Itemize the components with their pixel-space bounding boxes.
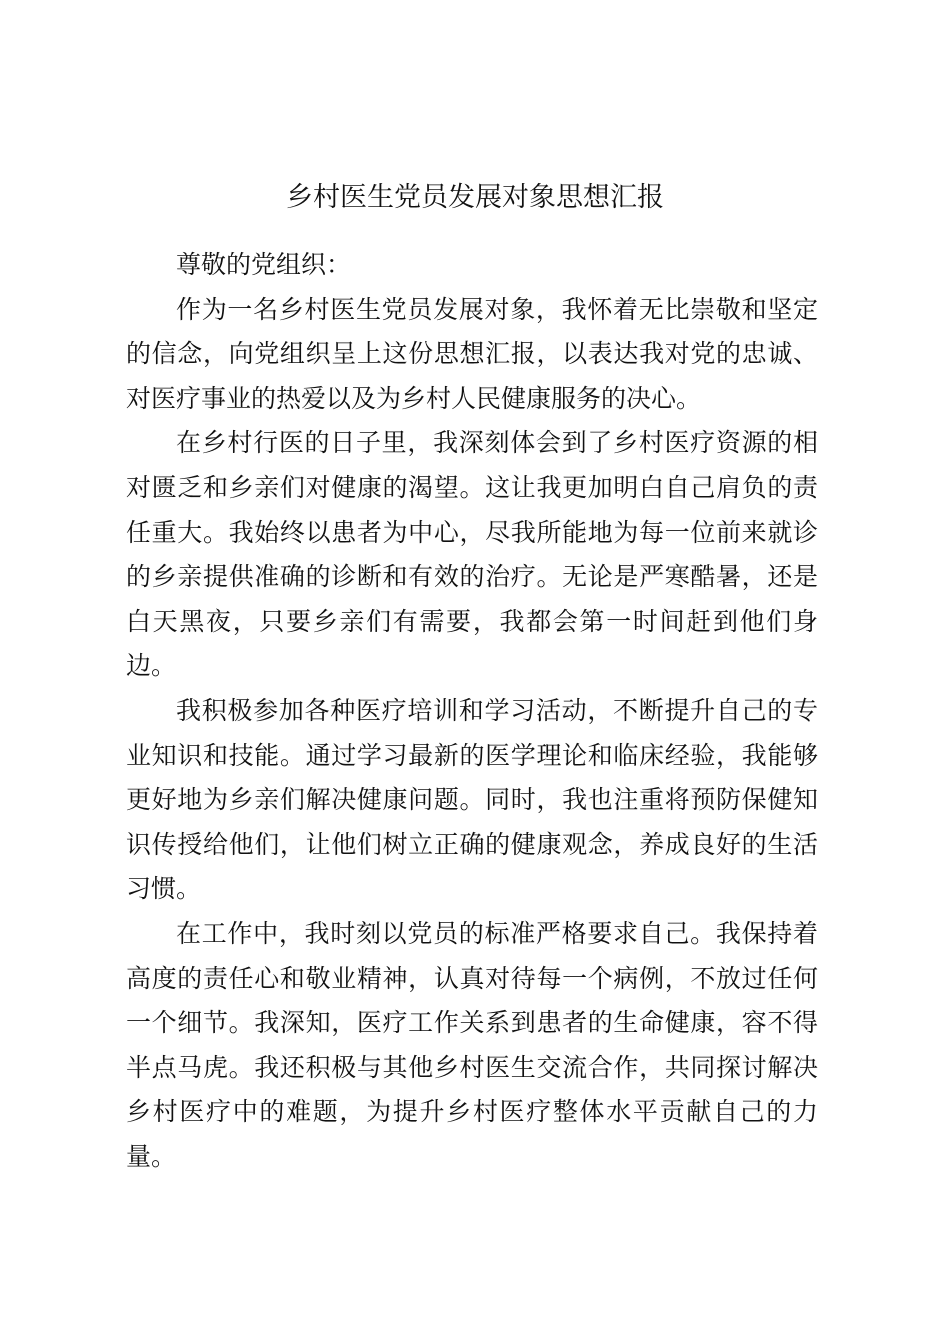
document-title: 乡村医生党员发展对象思想汇报 — [286, 182, 664, 213]
salutation: 尊敬的党组织： — [176, 250, 352, 279]
paragraph-1: 作为一名乡村医生党员发展对象，我怀着无比崇敬和坚定的信念，向党组织呈上这份思想汇报，以表达我对党的忠诚、对医疗事业的热爱以及为乡村人民健康服务的决心。 — [126, 294, 818, 413]
paragraph-4: 在工作中，我时刻以党员的标准严格要求自己。我保持着高度的责任心和敬业精神，认真对待每一个病例，不放过任何一个细节。我深知，医疗工作关系到患者的生命健康，容不得半点马虎。我还积极与其他乡村医生交流合作，共同探讨解决乡村医疗中的难题，为提升乡村医疗整体水平贡献自己的力量。 — [126, 918, 818, 1171]
paragraph-2: 在乡村行医的日子里，我深刻体会到了乡村医疗资源的相对匮乏和乡亲们对健康的渴望。这让我更加明白自己肩负的责任重大。我始终以患者为中心，尽我所能地为每一位前来就诊的乡亲提供准确的诊断和有效的治疗。无论是严寒酷暑，还是白天黑夜，只要乡亲们有需要，我都会第一时间赶到他们身边。 — [126, 428, 818, 681]
paragraph-3: 我积极参加各种医疗培训和学习活动，不断提升自己的专业知识和技能。通过学习最新的医学理论和临床经验，我能够更好地为乡亲们解决健康问题。同时，我也注重将预防保健知识传授给他们，让他们树立正确的健康观念，养成良好的生活习惯。 — [126, 695, 818, 904]
document-body — [126, 243, 818, 1179]
